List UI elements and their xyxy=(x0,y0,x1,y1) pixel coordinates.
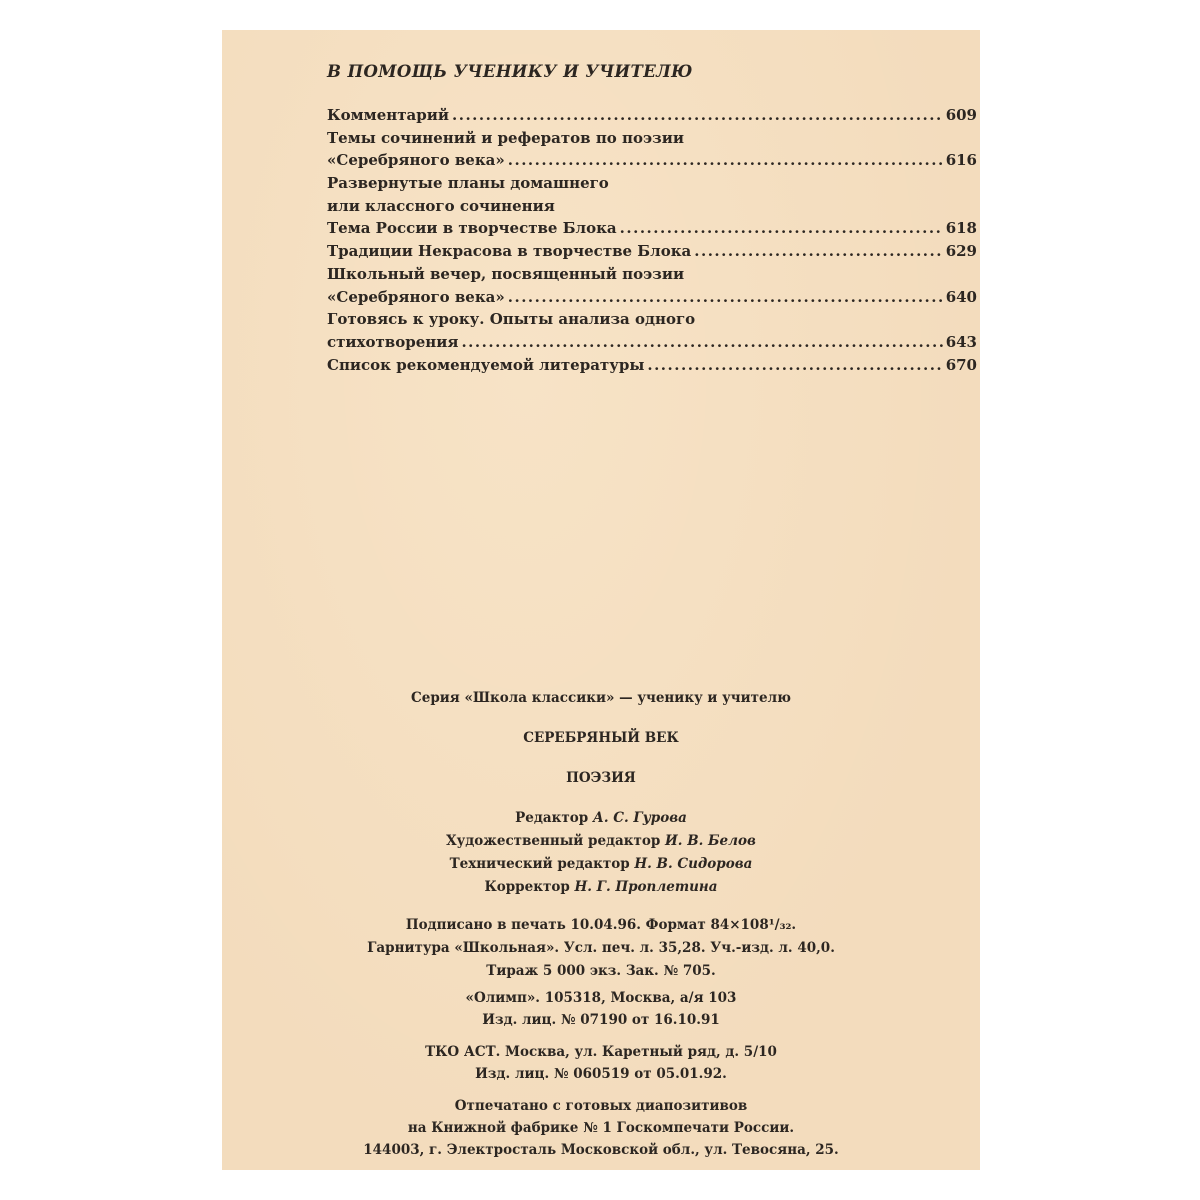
toc-leader-dots xyxy=(508,149,943,172)
toc-entry-school-evening xyxy=(327,263,977,308)
toc-page-number: 616 xyxy=(945,151,977,170)
toc-page-number: 629 xyxy=(945,242,977,261)
book-title: СЕРЕБРЯНЫЙ ВЕК xyxy=(523,730,679,746)
toc-leader-dots xyxy=(508,286,943,309)
toc-entry-title: Готовясь к уроку. Опыты анализа одного xyxy=(327,310,696,329)
staff-role: Корректор xyxy=(484,879,570,895)
staff-editor xyxy=(222,810,980,826)
print-info-line: Гарнитура «Школьная». Усл. печ. л. 35,28. Уч.-изд. л. 40,0. xyxy=(367,940,835,956)
toc-entry-title-continued: стихотворения xyxy=(327,332,459,351)
staff-name: Н. В. Сидорова xyxy=(634,856,753,872)
staff-proofreader xyxy=(222,879,980,895)
toc-entry-title-continued: или классного сочинения xyxy=(327,196,555,215)
toc-leader-dots xyxy=(620,217,943,240)
staff-name: И. В. Белов xyxy=(665,833,756,849)
printer-address: 144003, г. Электросталь Московской обл., ул. Тевосяна, 25. xyxy=(363,1142,839,1158)
toc-entry-title: Темы сочинений и рефератов по поэзии xyxy=(327,128,684,147)
toc-page-number: 643 xyxy=(945,332,977,351)
toc-entry-lesson-prep xyxy=(327,308,977,353)
toc-leader-dots xyxy=(461,331,942,354)
toc-entry-comments xyxy=(327,104,977,127)
publisher-address: «Олимп». 105318, Москва, а/я 103 xyxy=(465,990,737,1006)
staff-role: Редактор xyxy=(515,810,589,826)
toc-page-number: 640 xyxy=(945,287,977,306)
book-page xyxy=(222,30,980,1170)
distributor-license: Изд. лиц. № 060519 от 05.01.92. xyxy=(475,1066,727,1082)
toc-page-number: 618 xyxy=(945,219,977,238)
toc-leader-dots xyxy=(647,354,942,377)
toc-entry-title-continued: «Серебряного века» xyxy=(327,151,505,170)
staff-name: Н. Г. Проплетина xyxy=(574,879,718,895)
toc-entry-title-continued: «Серебряного века» xyxy=(327,287,505,306)
staff-role: Художественный редактор xyxy=(446,833,661,849)
toc-page-number: 609 xyxy=(945,106,977,124)
staff-tech-editor xyxy=(222,856,980,872)
toc-entry-essay-topics xyxy=(327,127,977,172)
toc-leader-dots xyxy=(452,104,943,127)
print-info-line: Подписано в печать 10.04.96. Формат 84×108¹/₃₂. xyxy=(405,917,797,933)
toc-page-number: 670 xyxy=(945,355,977,374)
toc-entry-nekrasov-traditions xyxy=(327,240,977,263)
toc-entry-literature-list xyxy=(327,354,977,377)
print-info-line: Тираж 5 000 экз. Зак. № 705. xyxy=(486,963,716,979)
toc-leader-dots xyxy=(694,240,942,263)
toc-entry-title: Комментарий xyxy=(327,106,449,124)
printer-line: на Книжной фабрике № 1 Госкомпечати России. xyxy=(407,1120,795,1136)
printer-line: Отпечатано с готовых диапозитивов xyxy=(454,1098,748,1114)
toc-entry-russia-theme xyxy=(327,217,977,240)
toc-entry-title: Школьный вечер, посвященный поэзии xyxy=(327,264,685,283)
toc-entry-title: Список рекомендуемой литературы xyxy=(327,355,645,374)
staff-art-editor xyxy=(222,833,980,849)
toc-heading: В ПОМОЩЬ УЧЕНИКУ И УЧИТЕЛЮ xyxy=(327,62,693,81)
toc-entry-essay-plans xyxy=(327,172,977,217)
table-of-contents xyxy=(327,104,977,376)
distributor-address: ТКО АСТ. Москва, ул. Каретный ряд, д. 5/10 xyxy=(425,1044,777,1060)
series-line: Серия «Школа классики» — ученику и учителю xyxy=(411,690,791,706)
book-subtitle: ПОЭЗИЯ xyxy=(566,770,636,786)
toc-entry-title: Развернутые планы домашнего xyxy=(327,174,609,193)
staff-name: А. С. Гурова xyxy=(592,810,687,826)
publisher-license: Изд. лиц. № 07190 от 16.10.91 xyxy=(482,1012,720,1028)
toc-entry-title: Традиции Некрасова в творчестве Блока xyxy=(327,242,692,261)
toc-entry-title: Тема России в творчестве Блока xyxy=(327,219,617,238)
staff-role: Технический редактор xyxy=(449,856,630,872)
